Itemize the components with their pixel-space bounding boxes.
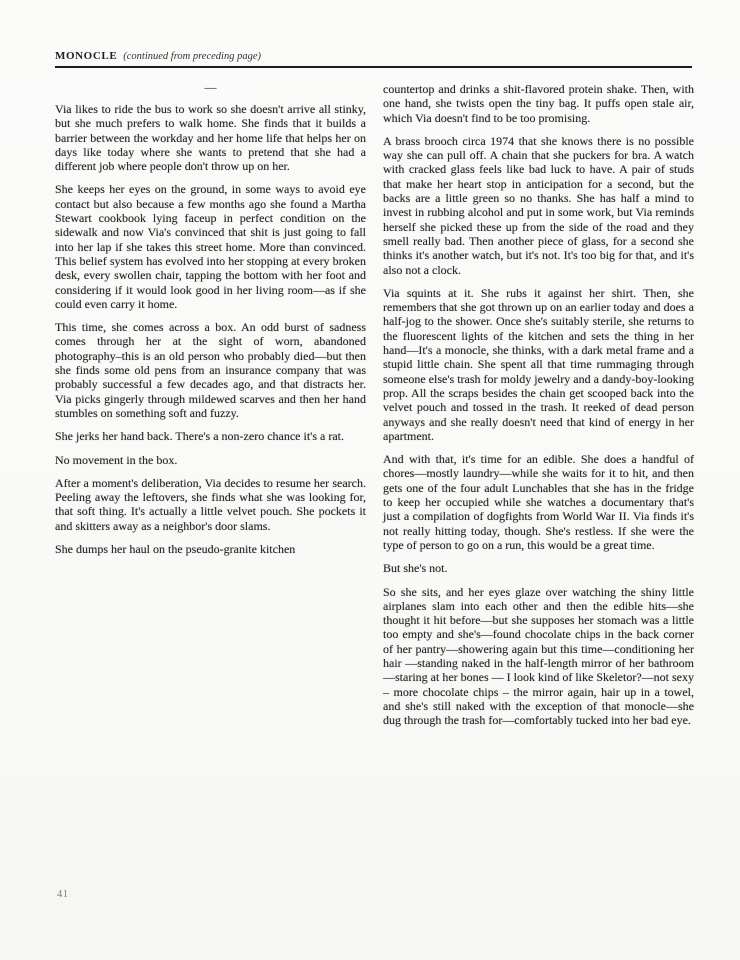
- continuation-note: (continued from preceding page): [123, 51, 261, 62]
- paragraph: She dumps her haul on the pseudo-granite kitchen: [55, 542, 296, 557]
- paragraph: She jerks her hand back. There's a non-zero chance it's a rat.: [55, 429, 344, 444]
- paragraph: She keeps her eyes on the ground, in some ways to avoid eye contact but also because a few months ago she found a Martha Stewart cookbook lying faceup in perfect condition on the sidewalk and now Via's convinced that shit is just going to fall into her lap if she takes this street home. More than convinced. This belief system has evolved into her stopping at every broken desk, every swollen chair, tapping the bottom with her foot and considering if it would look good in her living room—as if she could even carry it home.: [55, 182, 366, 311]
- header-rule: [55, 66, 692, 68]
- paragraph: countertop and drinks a shit-flavored protein shake. Then, with one hand, she twists open the tiny bag. It puffs open stale air, which Via doesn't find to be too promising.: [383, 82, 694, 125]
- right-column: [383, 82, 694, 736]
- paragraph: Via likes to ride the bus to work so she doesn't arrive all stinky, but she much prefers to walk home. She finds that it builds a barrier between the workday and her home life that helps her on days like today where she wants to pretend that she had a different job where people don't throw up on her.: [55, 102, 366, 174]
- paragraph: But she's not.: [383, 561, 448, 576]
- paragraph: Via squints at it. She rubs it against her shirt. Then, she remembers that she got thrown up on an earlier today and does a half-jog to the shower. Once she's suitably sterile, she returns to the fluorescent lights of the kitchen and sets the thing in her hand—It's a monocle, she thinks, with a dark metal frame and a stupid little chain. She spent all that time rummaging through someone else's trash for moldy jewelry and a dandy-boy-looking prop. All the scraps besides the chain get scooped back into the velvet pouch and tossed in the trash. It reeked of dead person anyways and she really doesn't need that kind of energy in her apartment.: [383, 285, 694, 443]
- paragraph: This time, she comes across a box. An odd burst of sadness comes through her at the sight of worn, abandoned photography–this is an old person who probably died—but then she finds some old pens from an insurance company that was probably successful a few decades ago, and that distracts her. Via picks gingerly through mildewed scarves and then her hand stumbles on something soft and fuzzy.: [55, 320, 366, 420]
- left-column: [55, 80, 366, 565]
- page-number: 41: [57, 889, 69, 900]
- paragraph: No movement in the box.: [55, 452, 178, 467]
- paragraph: So she sits, and her eyes glaze over watching the shiny little airplanes slam into each other and then the edible hits—she thought it hit before—but she supposes her stomach was a little too empty and she's—found chocolate chips in the back corner of her pantry—showering again but this time—conditioning her hair —standing naked in the half-length mirror of her bathroom —staring at her bones — I look kind of like Skeletor?—not sexy – more chocolate chips – the mirror again, hair up in a towel, and she's still naked with the exception of that monocle—she dug through the trash for—comfortably tucked into her bad eye.: [383, 584, 694, 728]
- paragraph: And with that, it's time for an edible. She does a handful of chores—mostly laundry—while she waits for it to hit, and then gets one of the four adult Lunchables that she has in the fridge to keep her occupied while she watches a documentary that's just a compilation of dogfights from World War II. Via finds it's not really hitting today, though. She's restless. If she were the type of person to go on a run, this would be a great time.: [383, 452, 694, 552]
- paragraph: After a moment's deliberation, Via decides to resume her search. Peeling away the leftovers, she finds what she was looking for, that soft thing. It's actually a little velvet pouch. She pockets it and skitters away as a neighbor's door slams.: [55, 475, 366, 533]
- page-title: MONOCLE: [55, 50, 118, 62]
- section-break-dash: —: [204, 80, 217, 94]
- paragraph: A brass brooch circa 1974 that she knows there is no possible way she can pull off. A chain that she puckers for bra. A watch with cracked glass feels like bad luck to have. A pair of studs that make her heart stop in anticipation for a second, but the backs are a little green so no thanks. She has half a mind to invest in rubbing alcohol and put in some work, but Via reminds herself she picked these up from the side of the road and they smell really bad. Then another piece of glass, for a second she thinks it's another watch, but it's not. It's too big for that, and it's also not a clock.: [383, 133, 694, 277]
- running-head: [55, 46, 695, 64]
